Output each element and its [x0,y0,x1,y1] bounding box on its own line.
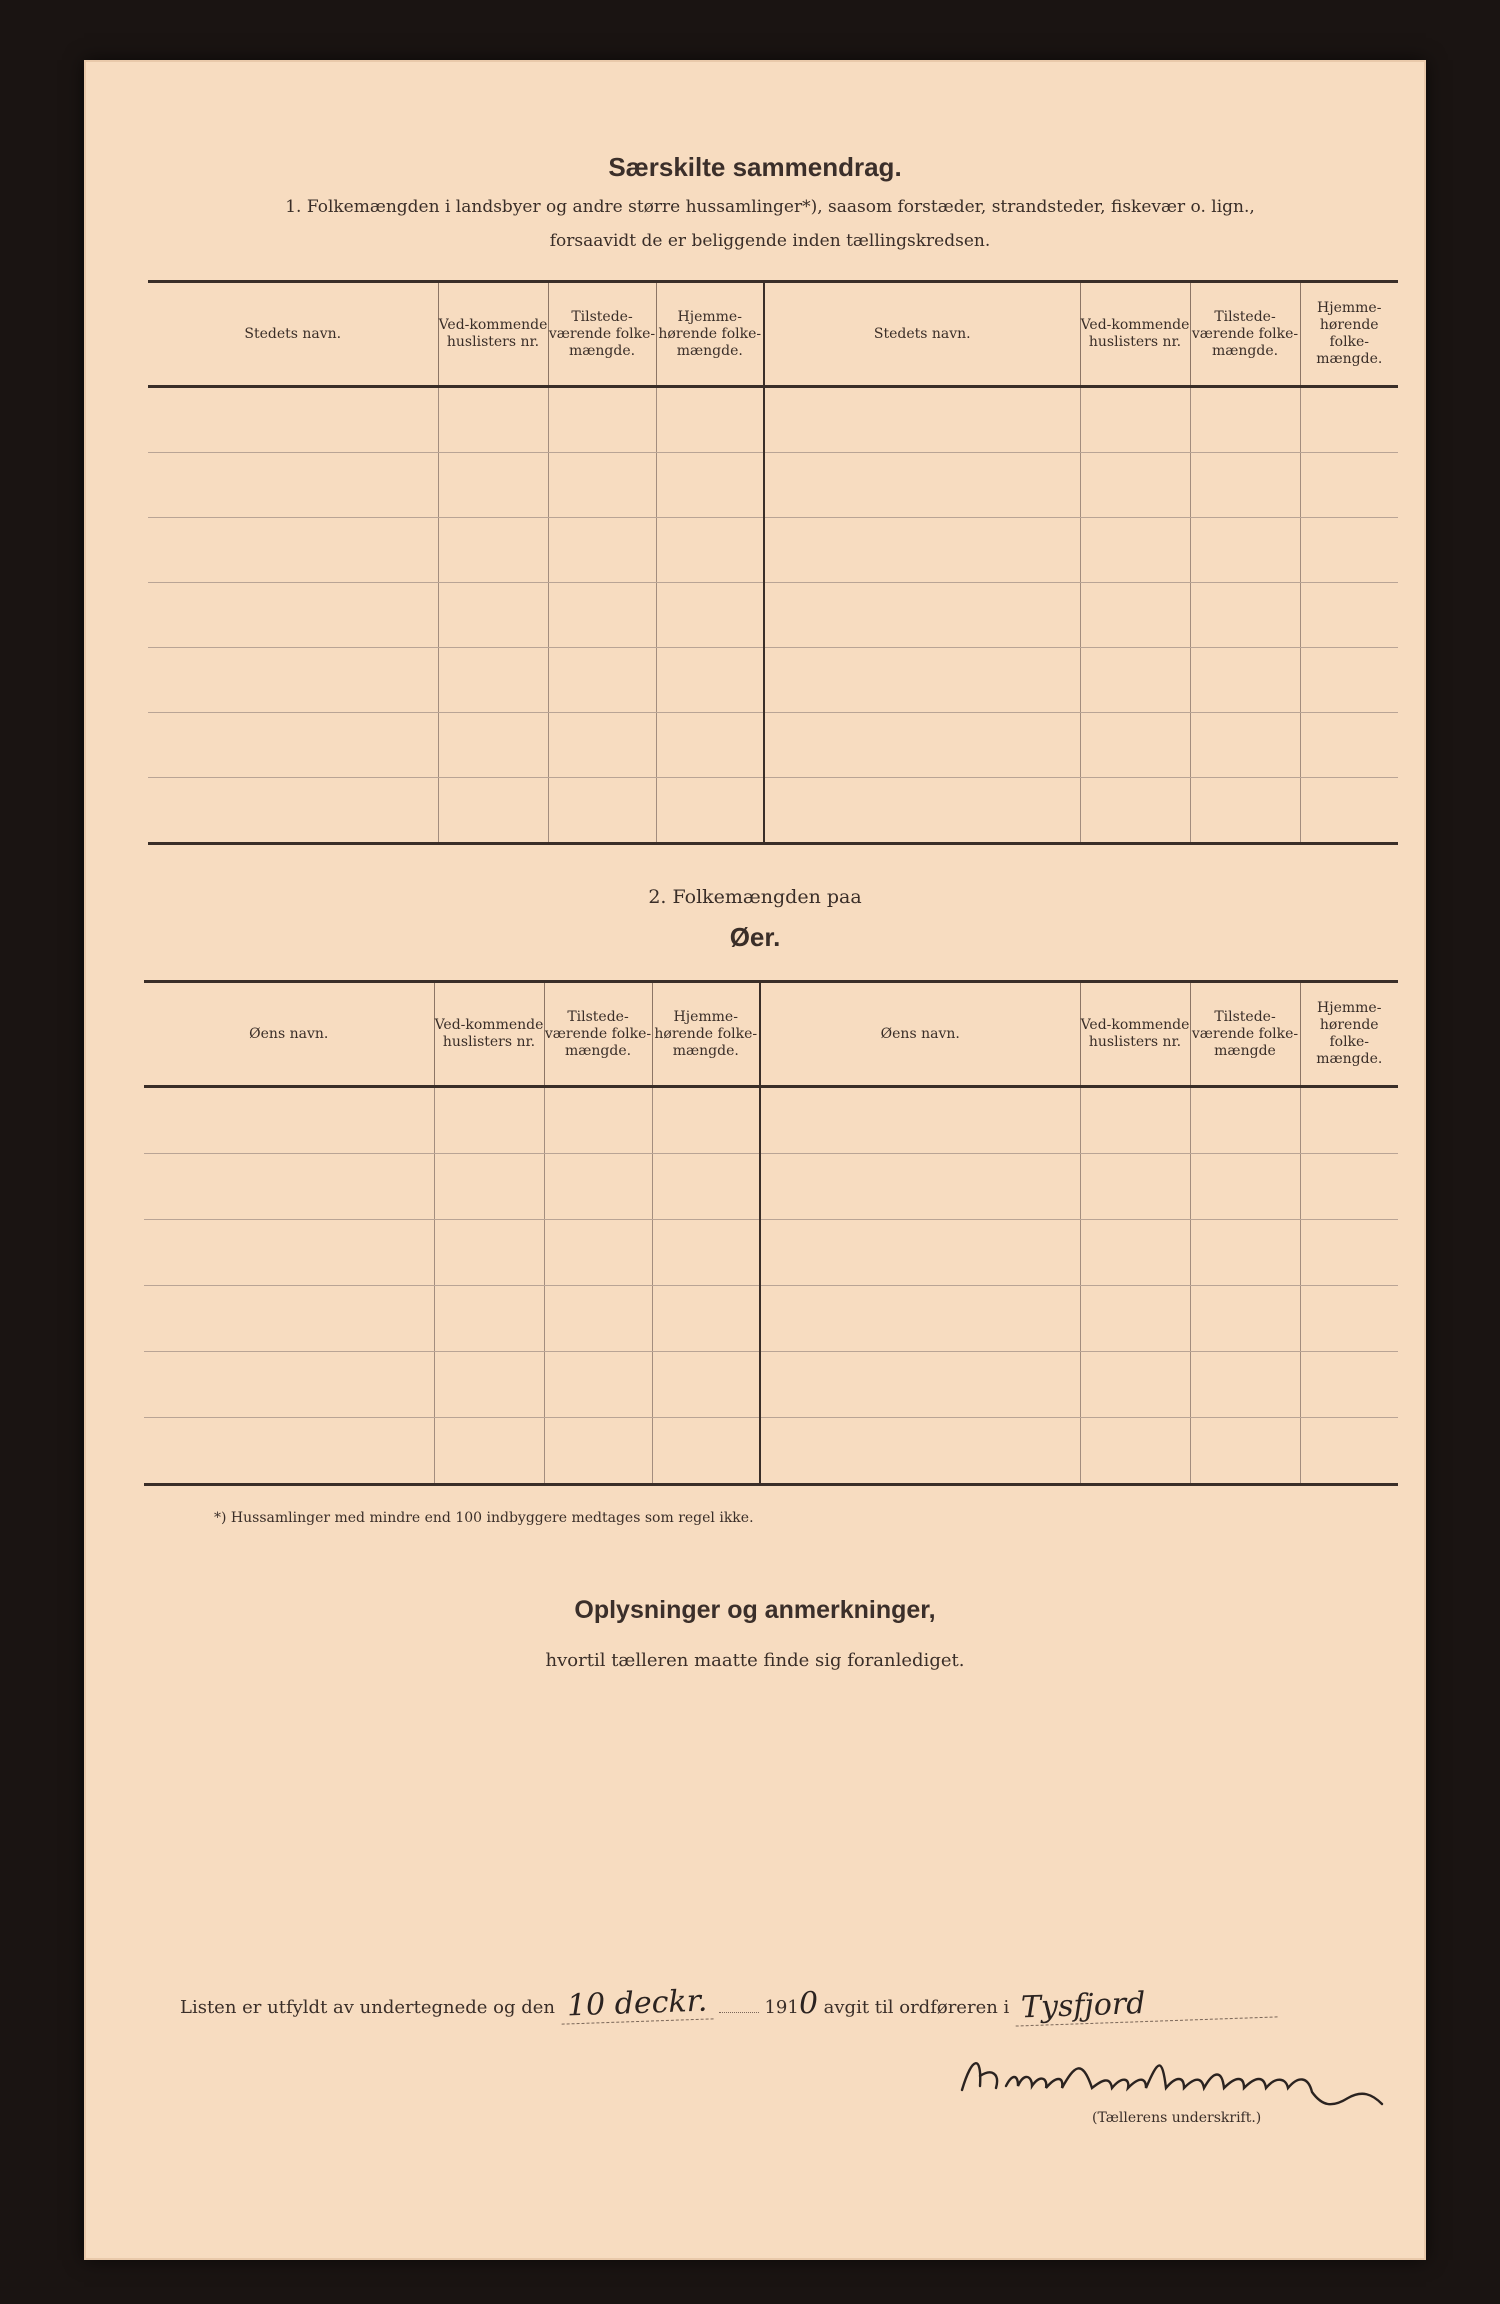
input-cell[interactable] [1080,778,1190,844]
input-cell[interactable] [652,1352,760,1418]
input-cell[interactable] [656,583,764,648]
input-cell[interactable] [652,1220,760,1286]
input-cell[interactable] [764,453,1080,518]
col-household-list-nr-2: Ved-kommende huslisters nr. [1080,282,1190,387]
input-cell[interactable] [656,778,764,844]
input-cell[interactable] [148,387,438,453]
table-row [148,453,1398,518]
signature-label: (Tællerens underskrift.) [1092,2110,1262,2126]
input-cell[interactable] [434,1220,544,1286]
input-cell[interactable] [148,518,438,583]
input-cell[interactable] [144,1286,434,1352]
input-cell[interactable] [1300,1352,1398,1418]
input-cell[interactable] [760,1286,1080,1352]
input-cell[interactable] [544,1220,652,1286]
input-cell[interactable] [1080,583,1190,648]
input-cell[interactable] [438,713,548,778]
input-cell[interactable] [148,713,438,778]
input-cell[interactable] [1080,1352,1190,1418]
input-cell[interactable] [548,453,656,518]
col-present-population: Tilstede-værende folke-mængde. [548,282,656,387]
section2-title: Øer. [729,922,781,952]
section2-heading: 2. Folkemængden paa [648,886,862,908]
input-cell[interactable] [1190,453,1300,518]
input-cell[interactable] [764,648,1080,713]
input-cell[interactable] [144,1087,434,1154]
input-cell[interactable] [656,387,764,453]
input-cell[interactable] [1080,1087,1190,1154]
input-cell[interactable] [1080,387,1190,453]
input-cell[interactable] [1300,518,1398,583]
input-cell[interactable] [656,713,764,778]
input-cell[interactable] [438,453,548,518]
input-cell[interactable] [1300,1220,1398,1286]
input-cell[interactable] [148,583,438,648]
input-cell[interactable] [548,778,656,844]
input-cell[interactable] [434,1352,544,1418]
input-cell[interactable] [760,1418,1080,1485]
input-cell[interactable] [1080,1286,1190,1352]
input-cell[interactable] [1300,387,1398,453]
input-cell[interactable] [1190,583,1300,648]
section1-description [184,190,1356,258]
input-cell[interactable] [1080,1220,1190,1286]
input-cell[interactable] [1190,1418,1300,1485]
handwritten-place[interactable]: Tysfjord [1014,1981,1277,2026]
input-cell[interactable] [548,648,656,713]
input-cell[interactable] [434,1418,544,1485]
col-household-list-nr: Ved-kommende huslisters nr. [438,282,548,387]
input-cell[interactable] [548,713,656,778]
input-cell[interactable] [144,1154,434,1220]
table-row [144,1087,1398,1154]
input-cell[interactable] [1080,648,1190,713]
table-row [144,1418,1398,1485]
col-resident-population-2: Hjemme-hørende folke-mængde. [1300,282,1398,387]
input-cell[interactable] [1300,583,1398,648]
input-cell[interactable] [656,453,764,518]
col-present-population-2: Tilstede-værende folke-mængde [1190,982,1300,1087]
input-cell[interactable] [652,1087,760,1154]
table-row [144,1352,1398,1418]
input-cell[interactable] [656,648,764,713]
input-cell[interactable] [652,1286,760,1352]
signoff-text-1: Listen er utfyldt av undertegnede og den [180,1997,556,2018]
col-present-population-2: Tilstede-værende folke-mængde. [1190,282,1300,387]
col-island-name-2: Øens navn. [760,982,1080,1087]
col-resident-population: Hjemme-hørende folke-mængde. [652,982,760,1087]
input-cell[interactable] [1190,648,1300,713]
input-cell[interactable] [148,453,438,518]
input-cell[interactable] [760,1087,1080,1154]
table-row [148,518,1398,583]
input-cell[interactable] [148,648,438,713]
input-cell[interactable] [760,1154,1080,1220]
table-row [148,648,1398,713]
table-row [144,1154,1398,1220]
input-cell[interactable] [1190,387,1300,453]
signoff-text-2: avgit til ordføreren i [823,1997,1010,2018]
input-cell[interactable] [438,778,548,844]
input-cell[interactable] [1190,1286,1300,1352]
input-cell[interactable] [438,583,548,648]
table-row [148,387,1398,453]
col-resident-population: Hjemme-hørende folke-mængde. [656,282,764,387]
footnote: *) Hussamlinger med mindre end 100 indbyggere medtages som regel ikke. [214,1510,754,1526]
input-cell[interactable] [652,1418,760,1485]
input-cell[interactable] [764,518,1080,583]
remarks-title: Oplysninger og anmerkninger, [574,1596,936,1624]
input-cell[interactable] [1190,518,1300,583]
input-cell[interactable] [1080,1418,1190,1485]
input-cell[interactable] [652,1154,760,1220]
input-cell[interactable] [548,387,656,453]
input-cell[interactable] [144,1418,434,1485]
input-cell[interactable] [438,518,548,583]
table-row [148,583,1398,648]
input-cell[interactable] [764,713,1080,778]
input-cell[interactable] [656,518,764,583]
col-resident-population-2: Hjemme-hørende folke-mængde. [1300,982,1398,1087]
input-cell[interactable] [760,1352,1080,1418]
col-household-list-nr: Ved-kommende huslisters nr. [434,982,544,1087]
input-cell[interactable] [1080,518,1190,583]
input-cell[interactable] [434,1087,544,1154]
input-cell[interactable] [434,1154,544,1220]
col-place-name: Stedets navn. [148,282,438,387]
input-cell[interactable] [1080,453,1190,518]
input-cell[interactable] [764,778,1080,844]
input-cell[interactable] [1300,1087,1398,1154]
input-cell[interactable] [1300,778,1398,844]
table-row [144,1220,1398,1286]
table-row [144,1286,1398,1352]
col-household-list-nr-2: Ved-kommende huslisters nr. [1080,982,1190,1087]
input-cell[interactable] [544,1154,652,1220]
input-cell[interactable] [764,583,1080,648]
input-cell[interactable] [434,1286,544,1352]
input-cell[interactable] [544,1087,652,1154]
input-cell[interactable] [438,387,548,453]
input-cell[interactable] [148,778,438,844]
input-cell[interactable] [1190,1220,1300,1286]
input-cell[interactable] [548,518,656,583]
input-cell[interactable] [544,1352,652,1418]
col-island-name: Øens navn. [144,982,434,1087]
table-row [148,778,1398,844]
input-cell[interactable] [144,1220,434,1286]
input-cell[interactable] [1300,1418,1398,1485]
input-cell[interactable] [544,1418,652,1485]
page-title: Særskilte sammendrag. [608,152,902,182]
col-present-population: Tilstede-værende folke-mængde. [544,982,652,1087]
handwritten-year[interactable]: 0 [798,1985,819,2022]
input-cell[interactable] [548,583,656,648]
remarks-subtitle: hvortil tælleren maatte finde sig foranlediget. [545,1650,965,1671]
section1-line2: forsaavidt de er beliggende inden tællingskredsen. [549,231,991,251]
input-cell[interactable] [144,1352,434,1418]
islands-table [144,980,1398,1486]
input-cell[interactable] [1190,1352,1300,1418]
col-place-name-2: Stedets navn. [764,282,1080,387]
islands-table-header [144,982,1398,1087]
handwritten-date[interactable]: 10 deckr. [560,1983,713,2024]
input-cell[interactable] [1080,713,1190,778]
signature-icon [952,2046,1402,2112]
input-cell[interactable] [1300,648,1398,713]
input-cell[interactable] [1080,1154,1190,1220]
input-cell[interactable] [544,1286,652,1352]
input-cell[interactable] [1300,1154,1398,1220]
input-cell[interactable] [764,387,1080,453]
census-form-page [84,60,1426,2260]
date-dots [719,2012,759,2013]
section1-line1: 1. Folkemængden i landsbyer og andre større hussamlinger*), saasom forstæder, strandsteder, fiskevær o. lign., [285,197,1255,217]
input-cell[interactable] [1300,453,1398,518]
input-cell[interactable] [1300,1286,1398,1352]
input-cell[interactable] [438,648,548,713]
input-cell[interactable] [1190,778,1300,844]
settlements-table-header [148,282,1398,387]
input-cell[interactable] [1190,1154,1300,1220]
signoff-line [180,1983,1277,2026]
input-cell[interactable] [1190,713,1300,778]
year-prefix: 191 [764,1997,799,2018]
input-cell[interactable] [760,1220,1080,1286]
table-row [148,713,1398,778]
settlements-table [148,280,1398,845]
input-cell[interactable] [1190,1087,1300,1154]
input-cell[interactable] [1300,713,1398,778]
